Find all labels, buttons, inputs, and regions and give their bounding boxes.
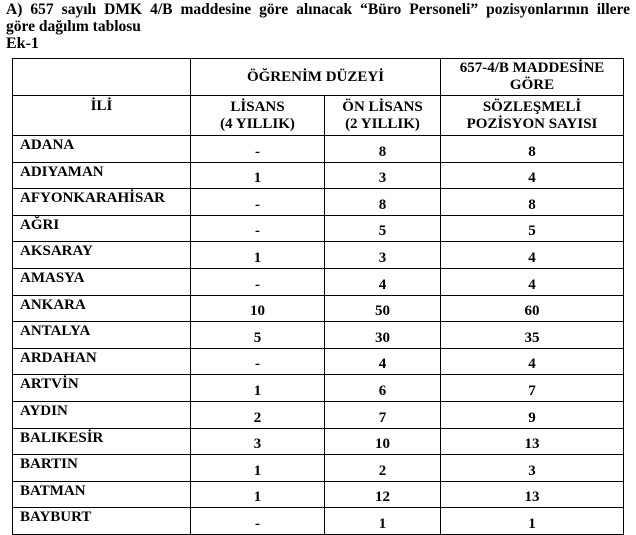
total-cell: 4	[441, 242, 624, 269]
total-cell: 35	[441, 322, 624, 349]
table-row	[13, 136, 624, 163]
total-header	[441, 96, 624, 136]
bachelor-cell: -	[191, 189, 325, 216]
document-heading	[6, 1, 630, 52]
heading-line-2: göre dağılım tablosu	[6, 18, 141, 35]
total-cell: 8	[441, 189, 624, 216]
total-cell: 5	[441, 215, 624, 242]
table-row	[13, 268, 624, 295]
total-cell: 13	[441, 481, 624, 508]
table-row	[13, 162, 624, 189]
header-row-columns	[13, 96, 624, 136]
bachelor-cell: 1	[191, 242, 325, 269]
table-row	[13, 401, 624, 428]
bachelor-cell: 5	[191, 322, 325, 349]
associate-cell: 6	[325, 375, 441, 402]
total-cell: 60	[441, 295, 624, 322]
table-row	[13, 242, 624, 269]
bachelor-cell: -	[191, 215, 325, 242]
table-row	[13, 322, 624, 349]
bachelor-header-line1: LİSANS	[230, 98, 285, 115]
province-cell: BARTIN	[13, 455, 191, 482]
province-cell: BATMAN	[13, 481, 191, 508]
associate-cell: 30	[325, 322, 441, 349]
province-cell: ADANA	[13, 136, 191, 163]
province-cell: AFYONKARAHİSAR	[13, 189, 191, 216]
province-header: İLİ	[13, 96, 191, 136]
bachelor-cell: 1	[191, 375, 325, 402]
associate-cell: 3	[325, 242, 441, 269]
table-row	[13, 215, 624, 242]
associate-cell: 4	[325, 348, 441, 375]
heading-line-1: A) 657 sayılı DMK 4/B maddesine göre alınacak “Büro Personeli” pozisyonlarının illere	[6, 1, 630, 18]
province-cell: BALIKESİR	[13, 428, 191, 455]
table-row	[13, 428, 624, 455]
associate-header-line2: (2 YILLIK)	[345, 115, 420, 132]
associate-cell: 2	[325, 455, 441, 482]
associate-cell: 12	[325, 481, 441, 508]
province-cell: ADIYAMAN	[13, 162, 191, 189]
bachelor-cell: -	[191, 508, 325, 535]
bachelor-header-line2: (4 YILLIK)	[220, 115, 295, 132]
province-cell: ANTALYA	[13, 322, 191, 349]
total-cell: 8	[441, 136, 624, 163]
total-cell: 9	[441, 401, 624, 428]
province-cell: ARTVİN	[13, 375, 191, 402]
bachelor-cell: 3	[191, 428, 325, 455]
associate-header-line1: ÖN LİSANS	[342, 98, 423, 115]
table-row	[13, 375, 624, 402]
distribution-table	[12, 58, 624, 535]
table-row	[13, 189, 624, 216]
associate-header	[325, 96, 441, 136]
bachelor-cell: 1	[191, 455, 325, 482]
associate-cell: 5	[325, 215, 441, 242]
total-cell: 3	[441, 455, 624, 482]
province-cell: AYDIN	[13, 401, 191, 428]
province-cell: ANKARA	[13, 295, 191, 322]
total-cell: 7	[441, 375, 624, 402]
education-level-header: ÖĞRENİM DÜZEYİ	[191, 59, 441, 96]
table-row	[13, 481, 624, 508]
province-cell: AKSARAY	[13, 242, 191, 269]
table-row	[13, 455, 624, 482]
associate-cell: 1	[325, 508, 441, 535]
total-cell: 4	[441, 268, 624, 295]
total-cell: 13	[441, 428, 624, 455]
bachelor-cell: 10	[191, 295, 325, 322]
province-cell: ARDAHAN	[13, 348, 191, 375]
province-cell: AĞRI	[13, 215, 191, 242]
associate-cell: 50	[325, 295, 441, 322]
total-cell: 4	[441, 348, 624, 375]
bachelor-cell: 1	[191, 481, 325, 508]
total-header-line2: POZİSYON SAYISI	[466, 115, 598, 132]
bachelor-cell: 2	[191, 401, 325, 428]
province-cell: AMASYA	[13, 268, 191, 295]
header-row-group	[13, 59, 624, 96]
table-row	[13, 295, 624, 322]
associate-cell: 8	[325, 189, 441, 216]
total-cell: 1	[441, 508, 624, 535]
bachelor-cell: -	[191, 348, 325, 375]
table-row	[13, 348, 624, 375]
province-cell: BAYBURT	[13, 508, 191, 535]
associate-cell: 10	[325, 428, 441, 455]
total-header-line1: SÖZLEŞMELİ	[482, 98, 582, 115]
associate-cell: 8	[325, 136, 441, 163]
bachelor-cell: -	[191, 268, 325, 295]
table-row	[13, 508, 624, 535]
bachelor-cell: 1	[191, 162, 325, 189]
annex-label: Ek-1	[6, 35, 39, 52]
associate-cell: 3	[325, 162, 441, 189]
article-header: 657-4/B MADDESİNE GÖRE	[441, 59, 624, 96]
total-cell: 4	[441, 162, 624, 189]
bachelor-header	[191, 96, 325, 136]
associate-cell: 4	[325, 268, 441, 295]
associate-cell: 7	[325, 401, 441, 428]
header-empty-cell	[13, 59, 191, 96]
bachelor-cell: -	[191, 136, 325, 163]
